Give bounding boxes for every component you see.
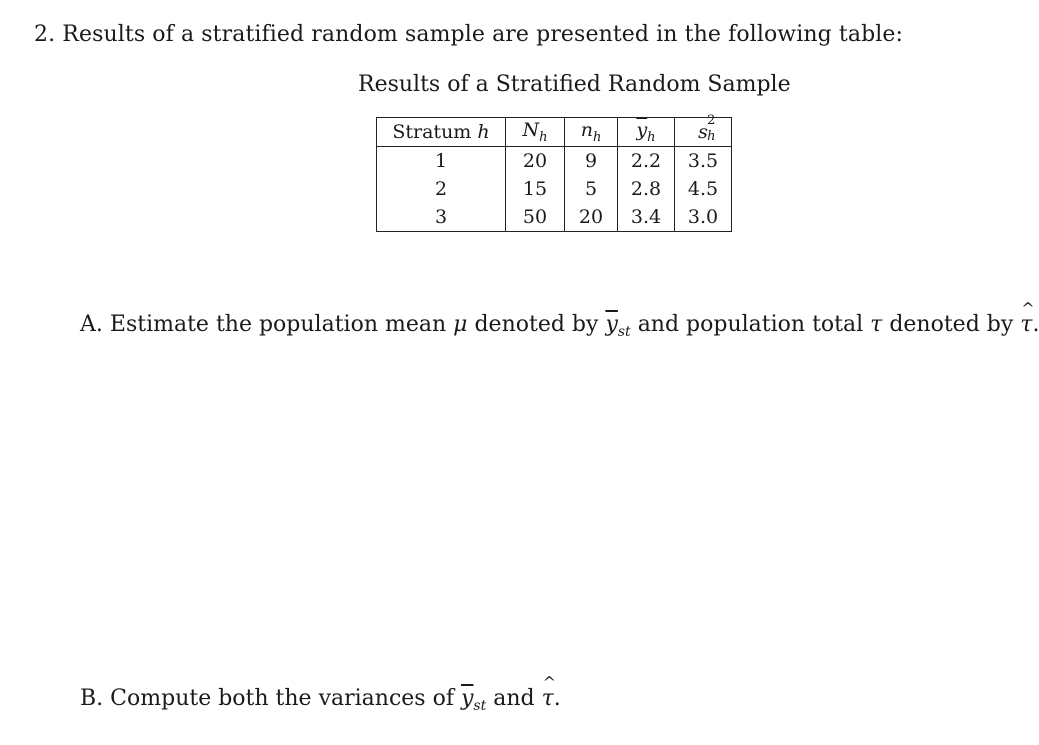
cell-stratum: 2: [377, 175, 506, 203]
cell-N: 15: [506, 175, 565, 203]
header-s2-h: s 2 h: [675, 118, 732, 147]
cell-s2: 3.5: [675, 147, 732, 176]
cell-stratum: 3: [377, 203, 506, 232]
table-row: [377, 147, 732, 176]
ybar-st-symbol: $\overline{y}_{st}$: [460, 686, 487, 714]
cell-s2: 3.0: [675, 203, 732, 232]
problem-statement: [34, 22, 903, 47]
cell-s2: 4.5: [675, 175, 732, 203]
mu-symbol: μ: [453, 312, 468, 337]
problem-text: Results of a stratified random sample are presented in the following table:: [62, 22, 904, 47]
cell-ybar: 3.4: [618, 203, 675, 232]
cell-ybar: 2.8: [618, 175, 675, 203]
cell-stratum: 1: [377, 147, 506, 176]
header-Nh: $N_h$: [506, 118, 565, 147]
stratified-sample-table: [376, 113, 732, 232]
tau-hat-symbol: ^ τ: [541, 673, 556, 711]
cell-n: 9: [565, 147, 618, 176]
cell-N: 20: [506, 147, 565, 176]
tau-hat-symbol: ^ τ: [1020, 299, 1035, 337]
table-row: [377, 175, 732, 203]
question-b: B. Compute both the variances of $\overline{y}_{st}$ and ^ τ.: [80, 673, 561, 714]
question-a: A. Estimate the population mean μ denoted by $\overline{y}_{st}$ and population total τ denoted by ^ τ.: [80, 299, 1039, 340]
cell-ybar: 2.2: [618, 147, 675, 176]
cell-N: 50: [506, 203, 565, 232]
tau-symbol: τ: [870, 312, 883, 337]
header-ybar-h: $\overline{y}_h$: [618, 118, 675, 147]
header-stratum: Stratum h: [377, 118, 506, 147]
ybar-st-symbol: $\overline{y}_{st}$: [605, 312, 631, 340]
cell-n: 20: [565, 203, 618, 232]
problem-number: 2.: [34, 22, 56, 47]
table-header-row: [377, 118, 732, 147]
table-row: [377, 203, 732, 232]
question-b-label: B.: [80, 686, 104, 711]
cell-n: 5: [565, 175, 618, 203]
header-nh: $n_h$: [565, 118, 618, 147]
table-caption: Results of a Stratified Random Sample: [358, 72, 791, 97]
question-a-label: A.: [80, 312, 103, 337]
